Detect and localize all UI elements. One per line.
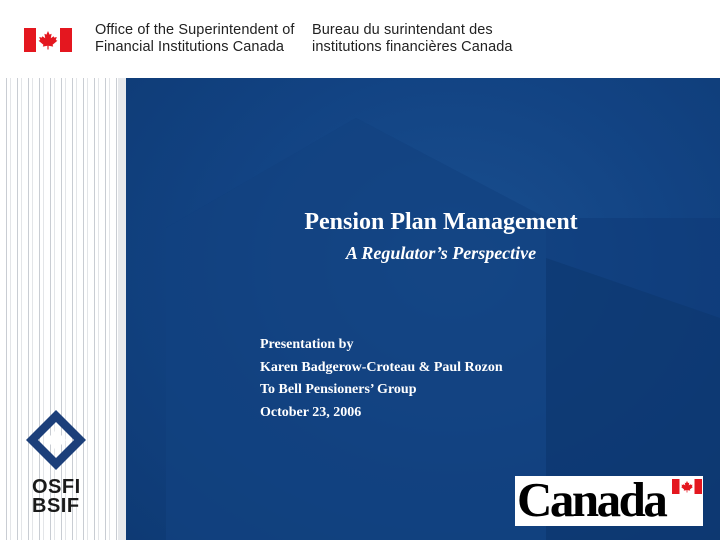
canada-wordmark-flag-icon bbox=[672, 479, 702, 494]
org-name-fr-line1: Bureau du surintendant des bbox=[312, 22, 493, 38]
presenter-info bbox=[260, 334, 503, 424]
org-name-fr bbox=[312, 22, 513, 56]
left-stripe-decoration bbox=[0, 78, 130, 540]
org-name-en-line2: Financial Institutions Canada bbox=[95, 39, 285, 55]
presentation-date: October 23, 2006 bbox=[260, 404, 362, 420]
presenter-names: Karen Badgerow-Croteau & Paul Rozon bbox=[260, 359, 503, 375]
canada-wordmark bbox=[515, 472, 703, 527]
canada-flag-icon bbox=[24, 28, 72, 52]
org-name-fr-line2: institutions financières Canada bbox=[312, 39, 513, 55]
osfi-logo-text bbox=[32, 478, 81, 516]
title-card bbox=[126, 78, 720, 540]
org-name-en bbox=[95, 22, 295, 56]
slide-title: Pension Plan Management bbox=[304, 209, 578, 235]
header bbox=[0, 0, 720, 78]
canada-wordmark-text: Canada bbox=[517, 472, 666, 527]
osfi-logo-line2: BSIF bbox=[32, 495, 80, 517]
presented-by-label: Presentation by bbox=[260, 337, 354, 352]
slide-subtitle: A Regulator’s Perspective bbox=[345, 243, 537, 263]
audience: To Bell Pensioners’ Group bbox=[260, 382, 417, 397]
osfi-logo-line1: OSFI bbox=[32, 476, 81, 498]
osfi-logo-icon bbox=[24, 408, 88, 470]
org-name-en-line1: Office of the Superintendent of bbox=[95, 22, 295, 38]
